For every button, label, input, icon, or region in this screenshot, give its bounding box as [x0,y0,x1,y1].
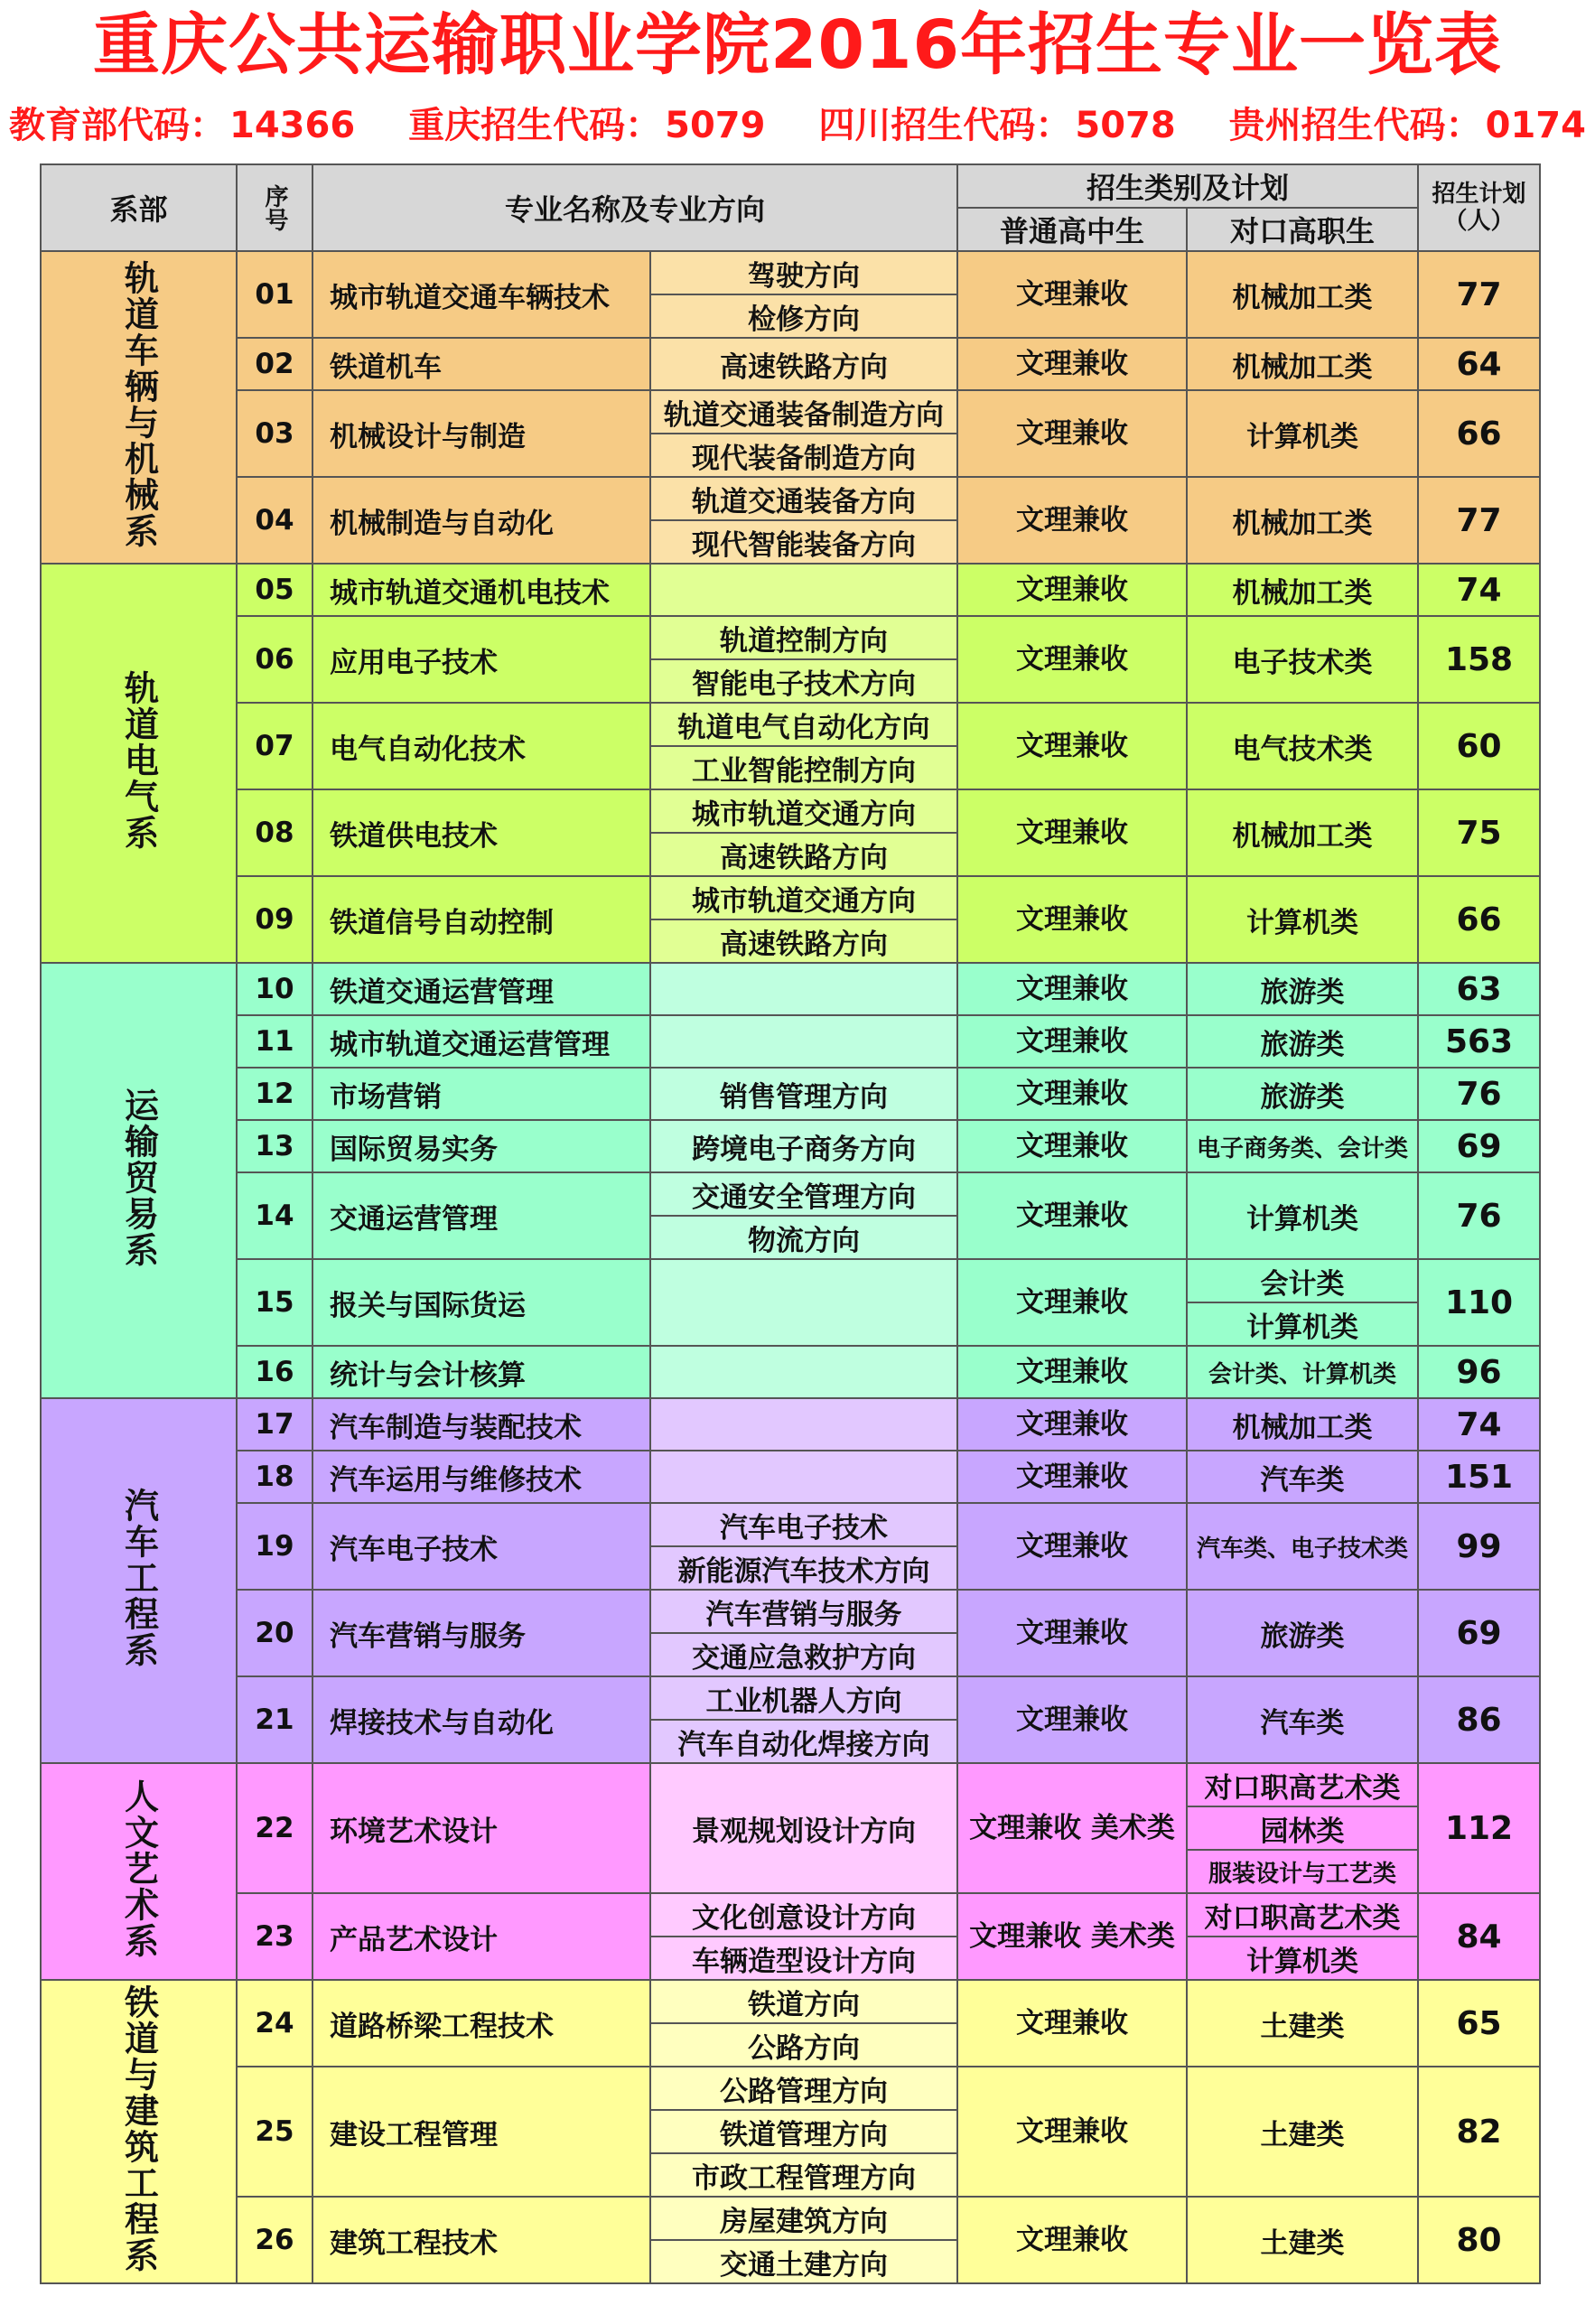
major-direction: 轨道电气自动化方向 [650,703,957,746]
dept-name: 汽车工程系 [118,1487,159,1668]
table-row [41,1980,1540,2023]
major-direction [650,1346,957,1398]
major-name: 建筑工程技术 [312,2197,650,2283]
table-row [41,1763,1540,1806]
dept-name: 轨道车辆与机械系 [118,259,159,549]
plan-count: 76 [1418,1172,1540,1259]
seq-cell: 11 [237,1015,312,1068]
major-direction: 铁道管理方向 [650,2110,957,2153]
general-category: 文理兼收 [957,876,1187,963]
plan-count: 151 [1418,1451,1540,1503]
table-row [41,390,1540,434]
vocational-category: 园林类 [1187,1806,1418,1850]
header-plan: 招生计划（人） [1418,164,1540,251]
plan-count: 65 [1418,1980,1540,2067]
seq-cell: 21 [237,1676,312,1763]
dept-name: 轨道电气系 [118,669,159,851]
plan-count: 63 [1418,963,1540,1015]
major-direction [650,1015,957,1068]
header-dept: 系部 [41,164,237,251]
major-name: 铁道供电技术 [312,789,650,876]
seq-cell: 12 [237,1068,312,1120]
vocational-category: 电气技术类 [1187,703,1418,789]
plan-count: 76 [1418,1068,1540,1120]
majors-table [40,163,1541,2284]
general-category: 文理兼收 [957,616,1187,703]
table-row [41,1172,1540,1216]
vocational-category: 对口职高艺术类 [1187,1893,1418,1937]
major-name: 城市轨道交通车辆技术 [312,251,650,338]
seq-cell: 05 [237,564,312,616]
enrollment-codes [9,90,1586,154]
table-row [41,1590,1540,1633]
code-sichuan: 四川招生代码： 5078 [818,104,1176,146]
plan-count: 66 [1418,390,1540,477]
major-direction: 交通土建方向 [650,2240,957,2283]
general-category: 文理兼收 [957,564,1187,616]
seq-cell: 09 [237,876,312,963]
major-name: 市场营销 [312,1068,650,1120]
major-direction [650,1451,957,1503]
general-category: 文理兼收 美术类 [957,1763,1187,1893]
seq-cell: 20 [237,1590,312,1676]
major-direction: 城市轨道交通方向 [650,789,957,833]
header-vocational: 对口高职生 [1187,208,1418,251]
vocational-category: 机械加工类 [1187,789,1418,876]
major-name: 道路桥梁工程技术 [312,1980,650,2067]
vocational-category: 土建类 [1187,2067,1418,2197]
header-seq: 序号 [237,164,312,251]
plan-count: 110 [1418,1259,1540,1346]
plan-count: 75 [1418,789,1540,876]
general-category: 文理兼收 [957,1172,1187,1259]
table-row [41,1676,1540,1720]
general-category: 文理兼收 [957,477,1187,564]
general-category: 文理兼收 [957,1259,1187,1346]
header-general: 普通高中生 [957,208,1187,251]
table-row [41,477,1540,520]
general-category: 文理兼收 [957,251,1187,338]
vocational-category: 土建类 [1187,1980,1418,2067]
seq-cell: 18 [237,1451,312,1503]
seq-cell: 04 [237,477,312,564]
major-name: 电气自动化技术 [312,703,650,789]
plan-count: 66 [1418,876,1540,963]
code-guizhou: 贵州招生代码： 0174 [1228,104,1586,146]
plan-count: 64 [1418,338,1540,390]
vocational-category: 机械加工类 [1187,251,1418,338]
seq-cell: 03 [237,390,312,477]
vocational-category: 旅游类 [1187,1015,1418,1068]
major-direction: 工业智能控制方向 [650,746,957,789]
dept-cell [41,1980,237,2283]
major-name: 交通运营管理 [312,1172,650,1259]
major-name: 铁道交通运营管理 [312,963,650,1015]
seq-cell: 25 [237,2067,312,2197]
general-category: 文理兼收 [957,1980,1187,2067]
header-major: 专业名称及专业方向 [312,164,957,251]
major-direction: 汽车自动化焊接方向 [650,1720,957,1763]
vocational-category: 机械加工类 [1187,1398,1418,1451]
general-category: 文理兼收 [957,963,1187,1015]
vocational-category: 计算机类 [1187,1302,1418,1346]
table-row [41,2197,1540,2240]
dept-cell [41,251,237,564]
major-direction: 驾驶方向 [650,251,957,294]
major-name: 汽车运用与维修技术 [312,1451,650,1503]
vocational-category: 电子技术类 [1187,616,1418,703]
seq-cell: 01 [237,251,312,338]
seq-cell: 23 [237,1893,312,1980]
table-row [41,1259,1540,1302]
major-name: 统计与会计核算 [312,1346,650,1398]
major-name: 汽车制造与装配技术 [312,1398,650,1451]
general-category: 文理兼收 [957,1068,1187,1120]
plan-count: 69 [1418,1590,1540,1676]
major-name: 城市轨道交通机电技术 [312,564,650,616]
major-name: 建设工程管理 [312,2067,650,2197]
major-name: 汽车电子技术 [312,1503,650,1590]
seq-cell: 13 [237,1120,312,1172]
plan-count: 84 [1418,1893,1540,1980]
table-row [41,1451,1540,1503]
table-row [41,616,1540,659]
table-row [41,1068,1540,1120]
vocational-category: 旅游类 [1187,963,1418,1015]
general-category: 文理兼收 [957,338,1187,390]
vocational-category: 汽车类、电子技术类 [1187,1503,1418,1590]
table-row [41,251,1540,294]
major-direction: 铁道方向 [650,1980,957,2023]
seq-cell: 22 [237,1763,312,1893]
seq-cell: 07 [237,703,312,789]
table-row [41,2067,1540,2110]
vocational-category: 土建类 [1187,2197,1418,2283]
general-category: 文理兼收 [957,390,1187,477]
vocational-category: 汽车类 [1187,1451,1418,1503]
table-row [41,703,1540,746]
major-direction: 市政工程管理方向 [650,2153,957,2197]
plan-count: 563 [1418,1015,1540,1068]
plan-count: 60 [1418,703,1540,789]
dept-cell [41,963,237,1398]
vocational-category: 旅游类 [1187,1068,1418,1120]
major-name: 汽车营销与服务 [312,1590,650,1676]
dept-name: 人文艺术系 [118,1778,159,1959]
plan-count: 99 [1418,1503,1540,1590]
major-name: 报关与国际货运 [312,1259,650,1346]
plan-count: 112 [1418,1763,1540,1893]
major-direction: 交通应急救护方向 [650,1633,957,1676]
dept-name: 运输贸易系 [118,1087,159,1268]
major-name: 产品艺术设计 [312,1893,650,1980]
vocational-category: 机械加工类 [1187,477,1418,564]
table-row [41,963,1540,1015]
major-name: 铁道信号自动控制 [312,876,650,963]
general-category: 文理兼收 [957,1451,1187,1503]
major-direction: 汽车营销与服务 [650,1590,957,1633]
plan-count: 96 [1418,1346,1540,1398]
page-title: 重庆公共运输职业学院2016年招生专业一览表 [93,6,1502,84]
general-category: 文理兼收 [957,1590,1187,1676]
general-category: 文理兼收 [957,2067,1187,2197]
major-direction: 城市轨道交通方向 [650,876,957,919]
major-direction [650,963,957,1015]
vocational-category: 计算机类 [1187,390,1418,477]
vocational-category: 计算机类 [1187,1172,1418,1259]
general-category: 文理兼收 美术类 [957,1893,1187,1980]
major-direction: 销售管理方向 [650,1068,957,1120]
general-category: 文理兼收 [957,703,1187,789]
plan-count: 86 [1418,1676,1540,1763]
major-direction: 智能电子技术方向 [650,659,957,703]
table-row [41,1015,1540,1068]
major-direction: 新能源汽车技术方向 [650,1546,957,1590]
major-name: 城市轨道交通运营管理 [312,1015,650,1068]
seq-cell: 24 [237,1980,312,2067]
plan-count: 69 [1418,1120,1540,1172]
plan-count: 158 [1418,616,1540,703]
major-name: 焊接技术与自动化 [312,1676,650,1763]
seq-cell: 08 [237,789,312,876]
seq-cell: 19 [237,1503,312,1590]
dept-cell [41,1763,237,1980]
general-category: 文理兼收 [957,2197,1187,2283]
major-direction: 房屋建筑方向 [650,2197,957,2240]
plan-count: 74 [1418,564,1540,616]
header-category: 招生类别及计划 [957,164,1418,208]
major-name: 应用电子技术 [312,616,650,703]
major-direction: 景观规划设计方向 [650,1763,957,1893]
major-name: 机械设计与制造 [312,390,650,477]
general-category: 文理兼收 [957,1503,1187,1590]
table-row [41,338,1540,390]
major-name: 环境艺术设计 [312,1763,650,1893]
vocational-category: 旅游类 [1187,1590,1418,1676]
major-direction [650,1259,957,1346]
vocational-category: 会计类、计算机类 [1187,1346,1418,1398]
vocational-category: 对口职高艺术类 [1187,1763,1418,1806]
plan-count: 77 [1418,251,1540,338]
vocational-category: 汽车类 [1187,1676,1418,1763]
seq-cell: 02 [237,338,312,390]
major-direction: 汽车电子技术 [650,1503,957,1546]
major-direction: 交通安全管理方向 [650,1172,957,1216]
seq-cell: 10 [237,963,312,1015]
table-row [41,1893,1540,1937]
table-row [41,876,1540,919]
code-moe: 教育部代码： 14366 [9,104,356,146]
plan-count: 77 [1418,477,1540,564]
major-direction [650,1398,957,1451]
vocational-category: 机械加工类 [1187,564,1418,616]
table-row [41,564,1540,616]
major-direction: 工业机器人方向 [650,1676,957,1720]
dept-cell [41,1398,237,1763]
major-name: 国际贸易实务 [312,1120,650,1172]
major-direction: 轨道交通装备方向 [650,477,957,520]
major-direction: 物流方向 [650,1216,957,1259]
seq-cell: 06 [237,616,312,703]
major-name: 机械制造与自动化 [312,477,650,564]
major-direction: 高速铁路方向 [650,833,957,876]
general-category: 文理兼收 [957,1398,1187,1451]
table-row [41,1120,1540,1172]
table-row [41,1398,1540,1451]
table-row [41,1346,1540,1398]
major-direction: 现代智能装备方向 [650,520,957,564]
vocational-category: 机械加工类 [1187,338,1418,390]
major-direction: 公路方向 [650,2023,957,2067]
major-name: 铁道机车 [312,338,650,390]
plan-count: 74 [1418,1398,1540,1451]
major-direction: 轨道控制方向 [650,616,957,659]
plan-count: 80 [1418,2197,1540,2283]
major-direction: 高速铁路方向 [650,919,957,963]
general-category: 文理兼收 [957,1120,1187,1172]
dept-name: 铁道与建筑工程系 [118,1983,159,2273]
table-row [41,789,1540,833]
general-category: 文理兼收 [957,789,1187,876]
seq-cell: 26 [237,2197,312,2283]
vocational-category: 计算机类 [1187,876,1418,963]
table-row [41,1503,1540,1546]
seq-cell: 16 [237,1346,312,1398]
general-category: 文理兼收 [957,1346,1187,1398]
general-category: 文理兼收 [957,1015,1187,1068]
major-direction: 文化创意设计方向 [650,1893,957,1937]
major-direction: 检修方向 [650,294,957,338]
vocational-category: 服装设计与工艺类 [1187,1850,1418,1893]
major-direction: 轨道交通装备制造方向 [650,390,957,434]
seq-cell: 14 [237,1172,312,1259]
general-category: 文理兼收 [957,1676,1187,1763]
seq-cell: 17 [237,1398,312,1451]
major-direction: 现代装备制造方向 [650,434,957,477]
vocational-category: 计算机类 [1187,1937,1418,1980]
major-direction: 高速铁路方向 [650,338,957,390]
code-chongqing: 重庆招生代码： 5079 [408,104,766,146]
vocational-category: 会计类 [1187,1259,1418,1302]
vocational-category: 电子商务类、会计类 [1187,1120,1418,1172]
major-direction: 公路管理方向 [650,2067,957,2110]
seq-cell: 15 [237,1259,312,1346]
major-direction: 车辆造型设计方向 [650,1937,957,1980]
major-direction: 跨境电子商务方向 [650,1120,957,1172]
dept-cell [41,564,237,963]
major-direction [650,564,957,616]
plan-count: 82 [1418,2067,1540,2197]
